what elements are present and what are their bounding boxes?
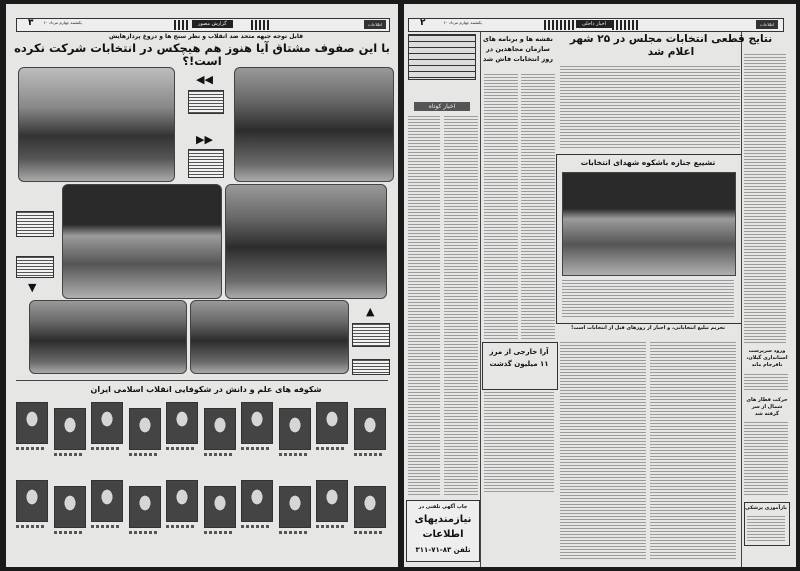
text-column [484,392,554,492]
student-portrait [316,480,348,522]
portrait-caption [279,531,309,534]
portrait-caption [166,525,196,528]
portrait-caption [241,447,271,450]
student-portrait [279,486,311,528]
headline: با این صفوف مشتاق آیا هنوز هم هیچکس در انتخابات شرکت نکرده است!؟ [14,41,390,68]
short-news-title: اخبار کوتاه [414,102,470,111]
main-headline: نتایج قطعی انتخابات مجلس در ۲۵ شهر اعلام شد [569,33,773,58]
text-column [650,342,736,561]
text-column [747,516,785,542]
text-column [444,116,478,496]
photo-caption [188,90,224,114]
text-column [560,66,740,150]
arrow-icon: ▼ [28,281,37,294]
text-column [560,342,646,561]
text-column [408,116,440,496]
page-number: ۳ [28,18,34,28]
portrait-caption [54,453,84,456]
photo-caption [16,256,54,278]
funeral-headline: تشییع جنازه باشکوه شهدای انتخابات [580,158,716,167]
portrait-caption [316,447,346,450]
text-column [521,74,555,340]
children-section-title: شکوفه های علم و دانش در شکوفایی انقلاب اسلامی ایران [90,385,322,394]
right-page [404,4,796,567]
governor-headline: ورود سرپرست استانداری گیلان، نافرجام ماند [746,348,788,368]
header-decoration [174,20,188,30]
photo-caption [352,323,390,347]
left-page [6,4,398,567]
portrait-caption [91,525,121,528]
portrait-caption [204,531,234,534]
photo-women-queue [190,300,349,374]
ad-phone: تلفن ۸۳-۷۱-۳۱۱ [415,546,471,554]
portrait-caption [204,453,234,456]
issue-date: یکشنبه چهارم مرداد ۶۰ [43,20,82,25]
portrait-caption [241,525,271,528]
newspaper-logo: اطلاعات [756,20,778,29]
photo-funeral [562,172,736,276]
photo-caption [188,149,224,178]
header-decoration [251,20,271,30]
student-portrait [91,402,123,444]
portrait-caption [166,447,196,450]
portrait-caption [16,447,46,450]
portrait-caption [129,453,159,456]
classifieds-ad [406,500,480,562]
arrow-icon: ◀◀ [196,73,213,86]
foreign-votes-headline: آرا خارجی از مرز ۱۱ میلیون گذشت [489,348,549,368]
photo-caption [352,359,390,375]
ad-line-3: اطلاعات [422,529,464,540]
portrait-caption [316,525,346,528]
header-decoration [544,20,574,30]
train-headline: حرکت قطار های شمال از سر گرفته شد [746,397,788,417]
text-column [744,422,788,496]
portrait-caption [129,531,159,534]
student-portrait [166,480,198,522]
student-portrait [204,486,236,528]
photo-voters-line [62,184,222,299]
student-portrait [241,480,273,522]
portrait-caption [16,525,46,528]
portrait-caption [354,453,384,456]
arrow-icon: ▶▶ [196,133,213,146]
results-list [744,54,786,344]
student-portrait [54,408,86,450]
student-portrait [129,408,161,450]
ad-line-1: چاپ آگهی تلفنی در [418,504,468,510]
student-portrait [91,480,123,522]
photo-caption [16,211,54,237]
section-label: گزارش مصور [192,20,233,28]
text-column [562,280,734,318]
student-portrait [354,408,386,450]
column-rule [741,32,742,567]
student-portrait [16,402,48,444]
student-portrait [316,402,348,444]
student-portrait [354,486,386,528]
portrait-caption [279,453,309,456]
page-number: ۲ [420,18,426,28]
kicker: قابل توجه جبهه متحد ضد انقلاب و نظر سنج ها و دروغ پردازهایش [108,33,304,40]
text-column [484,74,518,340]
section-label: اخبار داخلی [576,20,612,28]
issue-date: یکشنبه چهارم مرداد ۶۰ [443,20,482,25]
student-portrait [241,402,273,444]
side-headline: نقشه ها و برنامه های سازمان مجاهدین در روز انتخابات فاش شد [483,35,553,63]
portrait-caption [91,447,121,450]
photo-women-voters [29,300,187,374]
newspaper-logo: اطلاعات [364,20,386,29]
student-portrait [54,486,86,528]
student-portrait [204,408,236,450]
portrait-caption [54,531,84,534]
photo-voters-queue [18,67,175,182]
arrow-icon: ▲ [366,305,375,318]
medical-headline: بازآموزی پزشکی [745,505,787,511]
photo-polling-station [234,67,394,182]
student-portrait [16,480,48,522]
header-decoration [612,20,640,30]
divider [16,380,388,381]
column-rule [480,32,481,567]
photo-men-queue [225,184,387,299]
portrait-caption [354,531,384,534]
notice-box [408,34,476,80]
student-portrait [279,408,311,450]
text-column [744,374,788,392]
ad-line-2: نیازمندیهای [414,514,472,525]
student-portrait [166,402,198,444]
student-portrait [129,486,161,528]
propaganda-headline: تحریم تبلیغ انتخاباتی، و اجبار از روزهای قبل از انتخابات است! [571,325,725,331]
